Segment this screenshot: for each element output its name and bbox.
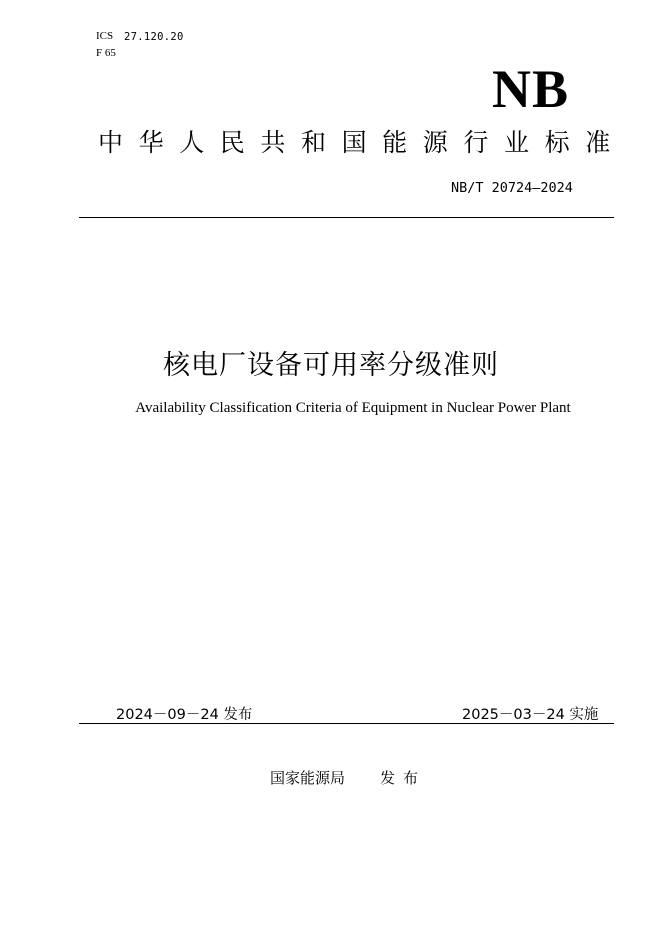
- document-title-en: Availability Classification Criteria of Equipment in Nuclear Power Plant: [135, 400, 571, 416]
- ics-code: 27.120.20: [124, 31, 184, 43]
- bottom-divider: [79, 723, 614, 724]
- ccs-code: F 65: [96, 47, 116, 59]
- implementation-date: 2025－03－24 实施: [462, 707, 599, 723]
- document-title-zh: 核电厂设备可用率分级准则: [163, 350, 499, 381]
- ics-label: ICS: [96, 30, 114, 42]
- top-divider: [79, 217, 614, 218]
- issue-date: 2024－09－24 发布: [116, 707, 253, 723]
- publish-label: 发布: [380, 769, 427, 787]
- standard-number: NB/T 20724—2024: [451, 180, 573, 196]
- standard-logo: NB: [492, 59, 570, 119]
- publisher-name: 国家能源局: [270, 769, 346, 787]
- industry-standard-title: 中华人民共和国能源行业标准: [98, 128, 626, 157]
